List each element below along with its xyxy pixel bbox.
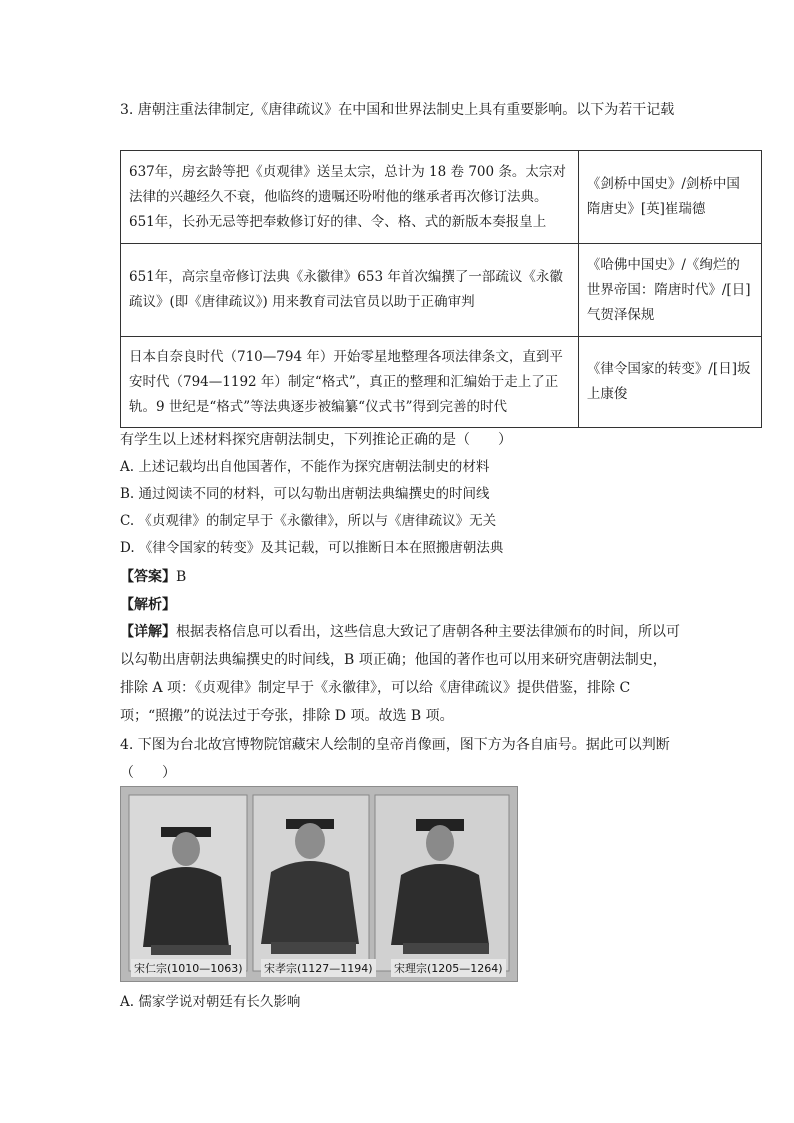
analysis-label: 【解析】 [120,597,176,613]
table-row [121,244,762,337]
question-3-stem: 3. 唐朝注重法律制定,《唐律疏议》在中国和世界法制史上具有重要影响。以下为若干记载 [120,102,675,118]
record-cell: 637年，房玄龄等把《贞观律》送呈太宗，总计为 18 卷 700 条。太宗对法律的兴趣经久不衰，他临终的遗嘱还吩咐他的继承者再次修订法典。651年，长孙无忌等把奉敕修订好的律、令、格、式的新版本奏报皇上 [121,151,579,244]
question-4-option-a: A. 儒家学说对朝廷有长久影响 [120,994,301,1010]
portraits-image [121,787,517,981]
source-cell: 《律令国家的转变》/[日]坂上康俊 [578,337,761,428]
record-cell: 651年，高宗皇帝修订法典《永徽律》653 年首次编撰了一部疏议《永徽疏议》(即《唐律疏议》) 用来教育司法官员以助于正确审判 [121,244,579,337]
emperor-portraits-figure [120,786,518,982]
caption-lizong: 宋理宗(1205—1264) [391,959,506,977]
caption-renzong: 宋仁宗(1010—1063) [131,959,246,977]
answer-value: B [176,569,187,585]
detail-label: 【详解】 [120,624,176,640]
source-cell: 《哈佛中国史》/《绚烂的世界帝国：隋唐时代》/[日]气贺泽保规 [578,244,761,337]
question-3-prompt: 有学生以上述材料探究唐朝法制史，下列推论正确的是（ ） [120,432,512,448]
option-a: A. 上述记载均出自他国著作，不能作为探究唐朝法制史的材料 [120,459,490,475]
question-4-blank: （ ） [120,765,176,781]
option-b: B. 通过阅读不同的材料，可以勾勒出唐朝法典编撰史的时间线 [120,486,490,502]
table-row [121,337,762,428]
answer-label: 【答案】 [120,569,176,585]
source-cell: 《剑桥中国史》/剑桥中国隋唐史》[英]崔瑞德 [578,151,761,244]
table-row [121,151,762,244]
question-4-stem-text: 4. 下图为台北故宫博物院馆藏宋人绘制的皇帝肖像画，图下方为各自庙号。据此可以判断 [120,737,670,753]
caption-xiaozong: 宋孝宗(1127—1194) [261,959,376,977]
source-table [120,150,762,428]
option-c: C. 《贞观律》的制定早于《永徽律》，所以与《唐律疏议》无关 [120,513,497,529]
option-d: D. 《律令国家的转变》及其记载，可以推断日本在照搬唐朝法典 [120,540,504,556]
question-4-stem [120,731,680,787]
answer-line [120,567,186,587]
detail-text: 根据表格信息可以看出，这些信息大致记了唐朝各种主要法律颁布的时间，所以可以勾勒出唐朝法典编撰史的时间线，B 项正确；他国的著作也可以用来研究唐朝法制史，排除 A 项：《贞观律》制定早于《永徽律》，可以给《唐律疏议》提供借鉴，排除 C 项；“照搬”的说法过于夸张，排除 D 项。故选 B 项。 [120,624,680,724]
record-cell: 日本自奈良时代（710—794 年）开始零星地整理各项法律条文，直到平安时代（794—1192 年）制定“格式”，真正的整理和汇编始于走上了正轨。9 世纪是“格式”等法典逐步被编纂“仪式书”得到完善的时代 [121,337,579,428]
detail-paragraph [120,618,680,730]
